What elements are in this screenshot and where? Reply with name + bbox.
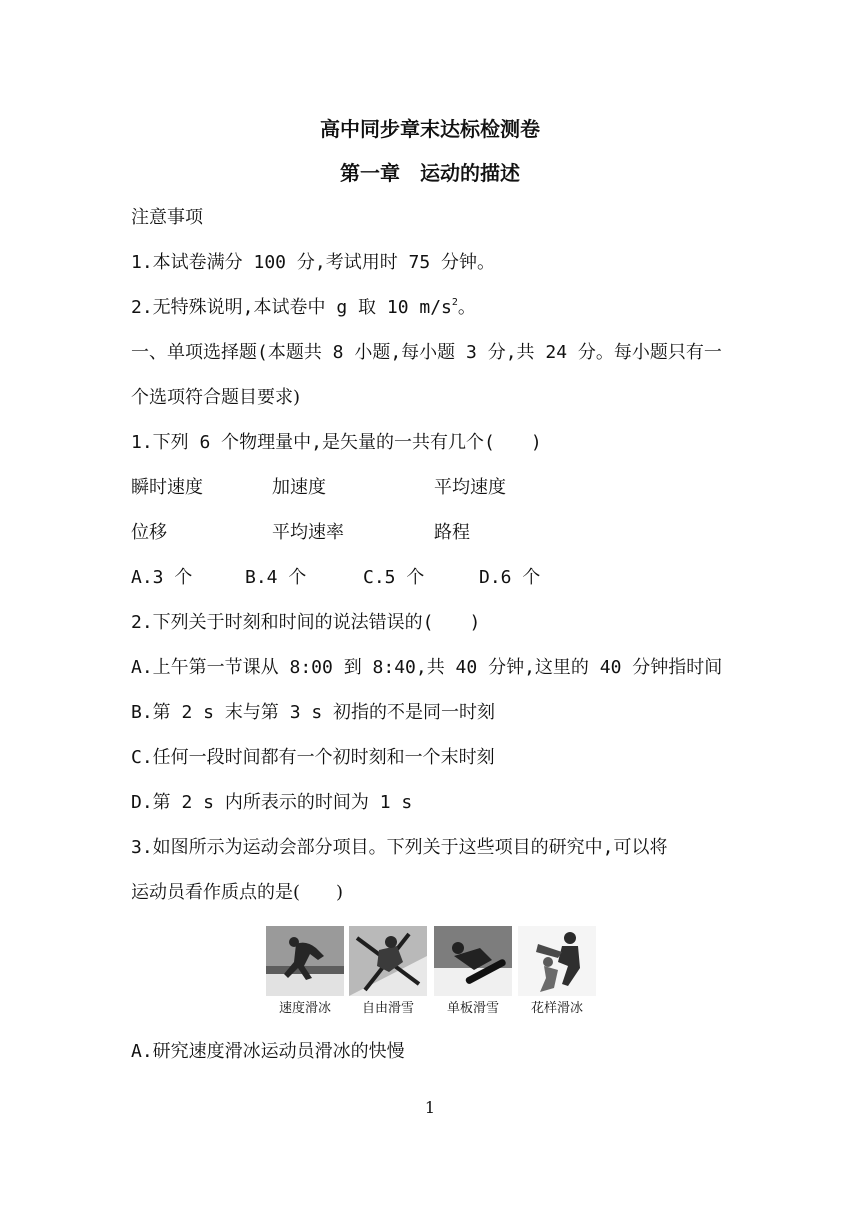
q1-option-b: B.4 个 (245, 567, 307, 588)
q2-option-b: B.第 2 s 末与第 3 s 初指的不是同一时刻 (131, 702, 496, 723)
notes-heading: 注意事项 (131, 207, 203, 228)
notes-item-1: 1.本试卷满分 100 分,考试用时 75 分钟。 (131, 252, 496, 273)
notes-item-2: 2.无特殊说明,本试卷中 g 取 10 $m/s^2$。 (131, 297, 476, 318)
q1-item: 路程 (434, 522, 470, 543)
q1-stem: 1.下列 6 个物理量中,是矢量的一共有几个( ) (131, 432, 542, 453)
photo-caption: 单板滑雪 (446, 1001, 499, 1016)
section-heading-line-1: 一、单项选择题(本题共 8 小题,每小题 3 分,共 24 分。每小题只有一 (131, 342, 722, 363)
q1-item: 平均速度 (434, 477, 506, 498)
q1-option-a: A.3 个 (131, 567, 193, 588)
q1-item: 位移 (131, 522, 167, 543)
photo-caption: 自由滑雪 (361, 1001, 414, 1016)
q2-stem: 2.下列关于时刻和时间的说法错误的( ) (131, 612, 481, 633)
page-number: 1 (424, 1098, 436, 1117)
section-heading-line-2: 个选项符合题目要求) (131, 387, 301, 408)
q2-option-a: A.上午第一节课从 8:00 到 8:40,共 40 分钟,这里的 40 分钟指时间 (131, 657, 723, 678)
snowboarding-photo (434, 926, 512, 996)
q3-option-a: A.研究速度滑冰运动员滑冰的快慢 (131, 1041, 405, 1062)
q1-option-c: C.5 个 (363, 567, 425, 588)
q3-stem-line-1: 3.如图所示为运动会部分项目。下列关于这些项目的研究中,可以将 (131, 837, 668, 858)
chapter-title: 第一章 运动的描述 (340, 161, 520, 185)
photo-caption: 速度滑冰 (278, 1001, 331, 1016)
q1-option-d: D.6 个 (479, 567, 541, 588)
figure-skating-photo (518, 926, 596, 996)
page-title: 高中同步章末达标检测卷 (320, 117, 540, 141)
speed-skating-photo (266, 926, 344, 996)
freestyle-skiing-photo (349, 926, 427, 996)
q1-item: 平均速率 (272, 522, 344, 543)
q2-option-c: C.任何一段时间都有一个初时刻和一个末时刻 (131, 747, 495, 768)
q2-option-d: D.第 2 s 内所表示的时间为 1 s (131, 792, 413, 813)
photo-caption: 花样滑冰 (530, 1001, 583, 1016)
q1-item: 加速度 (272, 477, 326, 498)
q3-stem-line-2: 运动员看作质点的是( ) (131, 882, 344, 903)
sports-figure (266, 926, 596, 1022)
q1-item: 瞬时速度 (131, 477, 203, 498)
